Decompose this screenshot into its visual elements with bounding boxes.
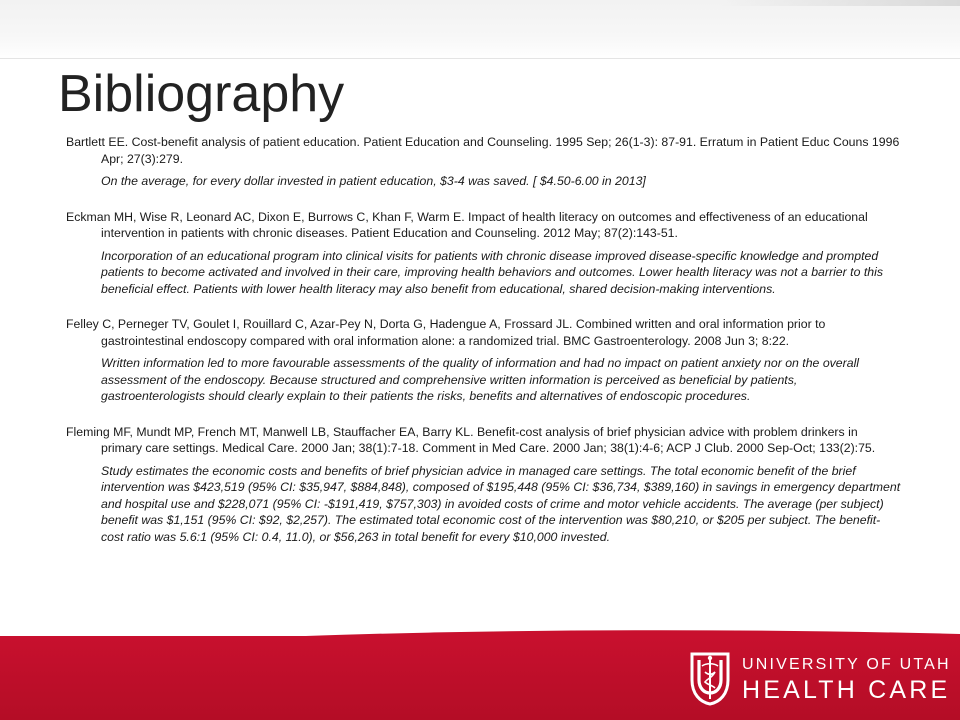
bibliography-list [66,134,902,564]
summary-text: Written information led to more favourable assessments of the quality of information and had no impact on patient anxiety nor on the overall assessment of the endoscopy. Because structured and comprehensive written information is perceived as beneficial by patients, gastroenterologists should clearly explain to their patients the risks, benefits and alternatives of endoscopic procedures. [101,356,860,403]
header-divider [0,58,960,59]
citation-text: Eckman MH, Wise R, Leonard AC, Dixon E, Burrows C, Khan F, Warm E. Impact of health literacy on outcomes and effectiveness of an educational intervention in patients with chronic diseases. Patient Education and Counseling. 2012 May; 87(2):143-51. [66,209,868,240]
summary-text: Study estimates the economic costs and benefits of brief physician advice in managed care settings. The total economic benefit of the brief intervention was $423,519 (95% CI: $35,947, $884,848), composed of $195,448 (95% CI: $36,734, $389,160) in savings in emergency department and hospital use and $228,071 (95% CI: -$191,419, $757,303) in avoided costs of crime and motor vehicle accidents. The average (per subject) benefit was $1,151 (95% CI: $92, $2,257). The estimated total economic cost of the intervention was $80,210, or $205 per subject. The benefit-cost ratio was 5.6:1 (95% CI: 0.4, 11.0), or $56,263 in total benefit for every $10,000 invested. [101,463,901,544]
logo-health-care-text: HEALTH CARE [742,676,951,704]
logo-university-text: UNIVERSITY OF UTAH [742,656,951,673]
bibliography-entry-3 [66,316,902,405]
citation-text: Bartlett EE. Cost-benefit analysis of patient education. Patient Education and Counseling. 1995 Sep; 26(1-3): 87-91. Erratum in Patient Educ Couns 1996 Apr; 27(3):279. [66,135,900,166]
bibliography-entry-1 [66,134,902,190]
header-band [0,0,960,60]
citation-text: Felley C, Perneger TV, Goulet I, Rouillard C, Azar-Pey N, Dorta G, Hadengue A, Frossard JL. Combined written and oral information prior to gastrointestinal endoscopy compared with oral information alone: a randomized trial. BMC Gastroenterology. 2008 Jun 3; 8:22. [66,317,826,348]
slide-title: Bibliography [58,65,345,123]
university-logo [688,650,951,708]
bibliography-entry-2 [66,209,902,298]
caduceus-u-shield-icon [688,650,732,706]
bibliography-entry-4 [66,424,902,546]
header-corner-shade [720,0,960,6]
citation-text: Fleming MF, Mundt MP, French MT, Manwell LB, Stauffacher EA, Barry KL. Benefit-cost analysis of brief physician advice with problem drinkers in primary care settings. Medical Care. 2000 Jan; 38(1):7-18. Comment in Med Care. 2000 Jan; 38(1):4-6; ACP J Club. 2000 Sep-Oct; 133(2):75. [66,424,876,455]
summary-text: Incorporation of an educational program into clinical visits for patients with chronic disease improved disease-specific knowledge and prompted patients to become activated and involved in their care, improving health behaviors and outcomes. Lower health literacy was not a barrier to this beneficial effect. Patients with lower health literacy may also benefit from educational, shared decision-making interventions. [101,248,883,296]
summary-text: On the average, for every dollar invested in patient education, $3-4 was saved. [ $4.50-6.00 in 2013] [101,174,646,188]
